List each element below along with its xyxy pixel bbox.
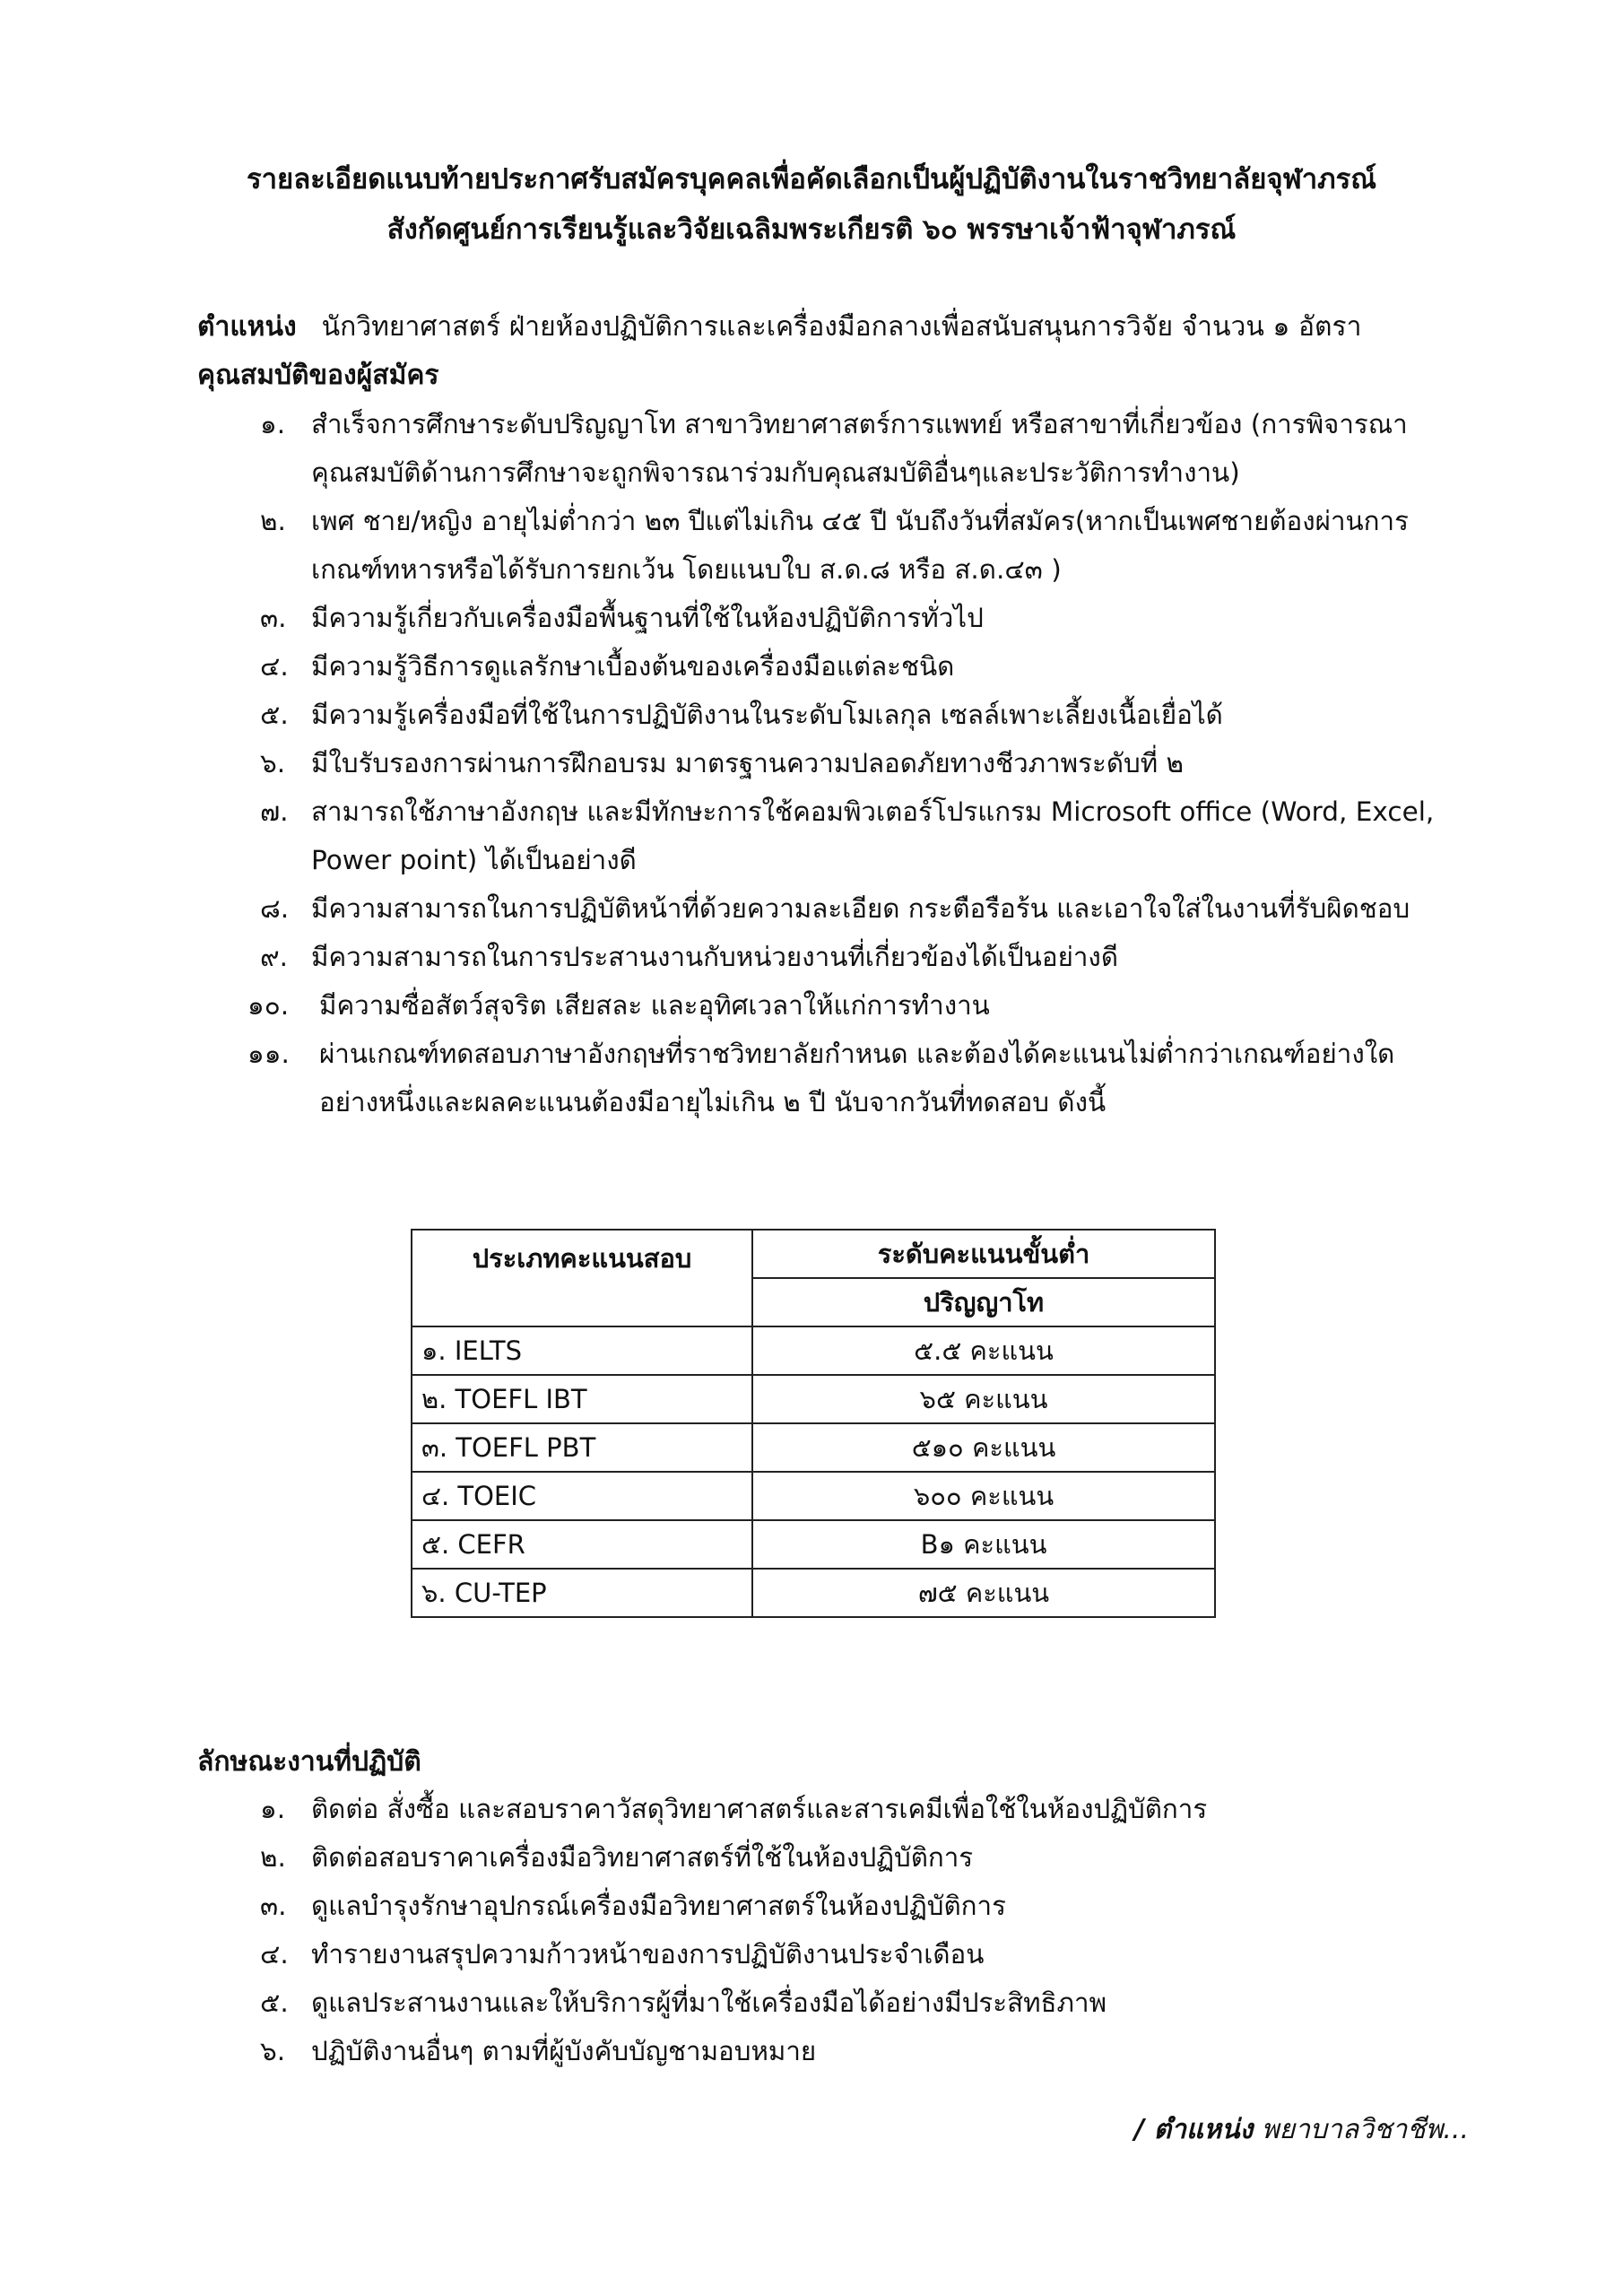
position-line <box>197 305 1471 350</box>
item-text: มีความสามารถในการปฏิบัติหน้าที่ด้วยความละเอียด กระตือรือร้น และเอาใจใส่ในงานที่รับผิดชอบ <box>311 893 1410 924</box>
table-row <box>412 1472 1215 1520</box>
table-header-row <box>412 1230 1215 1278</box>
score-cell: ๗๕ คะแนน <box>752 1569 1215 1617</box>
qualification-item <box>247 981 1453 1030</box>
table-row <box>412 1326 1215 1375</box>
item-number: ๑. <box>260 1794 286 1824</box>
qualification-item <box>260 594 1453 642</box>
score-cell: ๖๐๐ คะแนน <box>752 1472 1215 1520</box>
item-text: ดูแลประสานงานและให้บริการผู้ที่มาใช้เครื่องมือได้อย่างมีประสิทธิภาพ <box>311 1987 1107 2018</box>
qualification-item <box>260 933 1453 981</box>
item-number: ๘. <box>260 893 290 924</box>
item-text: มีใบรับรองการผ่านการฝึกอบรม มาตรฐานความปลอดภัยทางชีวภาพระดับที่ ๒ <box>311 748 1184 778</box>
column-subheader-degree: ปริญญาโท <box>752 1278 1215 1326</box>
item-number: ๗. <box>260 796 289 827</box>
item-text: ปฏิบัติงานอื่นๆ ตามที่ผู้บังคับบัญชามอบหมาย <box>311 2036 817 2066</box>
duty-item <box>260 1882 1453 1930</box>
score-cell: ๕.๕ คะแนน <box>752 1326 1215 1375</box>
test-name-cell: ๔. TOEIC <box>412 1472 752 1520</box>
column-header-min-score: ระดับคะแนนขั้นต่ำ <box>752 1230 1215 1278</box>
item-number: ๑. <box>260 409 286 439</box>
item-number: ๕. <box>260 1987 289 2018</box>
qualifications-heading: คุณสมบัติของผู้สมัคร <box>197 360 439 391</box>
next-page-reference <box>1134 2108 1469 2152</box>
table-row <box>412 1375 1215 1423</box>
table-row <box>412 1520 1215 1569</box>
qualifications-list <box>247 400 1453 1126</box>
english-score-table <box>411 1229 1216 1618</box>
item-text: ติดต่อ สั่งซื้อ และสอบราคาวัสดุวิทยาศาสตร์และสารเคมีเพื่อใช้ในห้องปฏิบัติการ <box>311 1794 1208 1824</box>
qualification-item <box>260 739 1453 787</box>
item-text: มีความรู้เครื่องมือที่ใช้ในการปฏิบัติงานในระดับโมเลกุล เซลล์เพาะเลี้ยงเนื้อเยื่อได้ <box>311 700 1223 730</box>
test-name-cell: ๑. IELTS <box>412 1326 752 1375</box>
qualification-item <box>260 400 1453 497</box>
title-line-2: สังกัดศูนย์การเรียนรู้และวิจัยเฉลิมพระเกียรติ ๖๐ พรรษาเจ้าฟ้าจุฬาภรณ์ <box>386 213 1237 246</box>
item-text: มีความสามารถในการประสานงานกับหน่วยงานที่เกี่ยวข้องได้เป็นอย่างดี <box>311 942 1118 972</box>
qualification-item <box>260 497 1453 594</box>
footer-prefix: / ตำแหน่ง <box>1134 2114 1254 2145</box>
duties-heading: ลักษณะงานที่ปฏิบัติ <box>197 1746 421 1778</box>
qualification-item <box>260 642 1453 691</box>
test-name-cell: ๒. TOEFL IBT <box>412 1375 752 1423</box>
footer-text: พยาบาลวิชาชีพ... <box>1261 2114 1469 2145</box>
title-line-1: รายละเอียดแนบท้ายประกาศรับสมัครบุคคลเพื่อคัดเลือกเป็นผู้ปฏิบัติงานในราชวิทยาลัยจุฬาภรณ์ <box>246 163 1377 196</box>
qualification-item <box>260 691 1453 739</box>
item-number: ๕. <box>260 700 289 730</box>
position-label: ตำแหน่ง <box>197 311 297 343</box>
document-title <box>0 154 1623 255</box>
item-number: ๖. <box>260 2036 286 2066</box>
item-text: สำเร็จการศึกษาระดับปริญญาโท สาขาวิทยาศาสตร์การแพทย์ หรือสาขาที่เกี่ยวข้อง (การพิจารณาคุณสมบัติด้านการศึกษาจะถูกพิจารณาร่วมกับคุณสมบัติอื่นๆและประวัติการทำงาน) <box>311 409 1408 488</box>
item-text: มีความรู้เกี่ยวกับเครื่องมือพื้นฐานที่ใช้ในห้องปฏิบัติการทั่วไป <box>311 603 984 633</box>
item-number: ๓. <box>260 1891 287 1921</box>
item-text: ผ่านเกณฑ์ทดสอบภาษาอังกฤษที่ราชวิทยาลัยกำหนด และต้องได้คะแนนไม่ต่ำกว่าเกณฑ์อย่างใดอย่างหนึ่งและผลคะแนนต้องมีอายุไม่เกิน ๒ ปี นับจากวันที่ทดสอบ ดังนี้ <box>319 1039 1395 1118</box>
duty-item <box>260 1785 1453 1833</box>
test-name-cell: ๖. CU-TEP <box>412 1569 752 1617</box>
item-text: ทำรายงานสรุปความก้าวหน้าของการปฏิบัติงานประจำเดือน <box>311 1939 985 1970</box>
score-cell: ๖๕ คะแนน <box>752 1375 1215 1423</box>
item-text: ดูแลบำรุงรักษาอุปกรณ์เครื่องมือวิทยาศาสตร์ในห้องปฏิบัติการ <box>311 1891 1006 1921</box>
duty-item <box>260 2027 1453 2075</box>
duty-item <box>260 1979 1453 2027</box>
duty-item <box>260 1833 1453 1882</box>
item-text: ติดต่อสอบราคาเครื่องมือวิทยาศาสตร์ที่ใช้ในห้องปฏิบัติการ <box>311 1842 974 1873</box>
item-number: ๑๑. <box>247 1039 290 1069</box>
item-number: ๔. <box>260 1939 289 1970</box>
item-number: ๑๐. <box>247 990 290 1021</box>
test-name-cell: ๓. TOEFL PBT <box>412 1423 752 1472</box>
score-cell: B๑ คะแนน <box>752 1520 1215 1569</box>
score-cell: ๕๑๐ คะแนน <box>752 1423 1215 1472</box>
item-number: ๓. <box>260 603 287 633</box>
item-text: สามารถใช้ภาษาอังกฤษ และมีทักษะการใช้คอมพิวเตอร์โปรแกรม Microsoft office (Word, Excel, Power point) ได้เป็นอย่างดี <box>311 796 1435 875</box>
item-number: ๒. <box>260 506 286 536</box>
item-text: มีความรู้วิธีการดูแลรักษาเบื้องต้นของเครื่องมือแต่ละชนิด <box>311 651 955 682</box>
qualification-item <box>260 884 1453 933</box>
item-number: ๔. <box>260 651 289 682</box>
test-name-cell: ๕. CEFR <box>412 1520 752 1569</box>
duties-list <box>260 1785 1453 2075</box>
duty-item <box>260 1930 1453 1979</box>
item-text: มีความซื่อสัตว์สุจริต เสียสละ และอุทิศเวลาให้แก่การทำงาน <box>319 990 990 1021</box>
item-number: ๒. <box>260 1842 286 1873</box>
table-row <box>412 1569 1215 1617</box>
qualification-item <box>260 787 1453 884</box>
item-number: ๖. <box>260 748 286 778</box>
qualification-item <box>247 1030 1453 1126</box>
item-number: ๙. <box>260 942 288 972</box>
position-text: นักวิทยาศาสตร์ ฝ่ายห้องปฏิบัติการและเครื่องมือกลางเพื่อสนับสนุนการวิจัย จำนวน ๑ อัตรา <box>321 311 1362 343</box>
table-row <box>412 1423 1215 1472</box>
item-text: เพศ ชาย/หญิง อายุไม่ต่ำกว่า ๒๓ ปีแต่ไม่เกิน ๔๕ ปี นับถึงวันที่สมัคร(หากเป็นเพศชายต้องผ่านการเกณฑ์ทหารหรือได้รับการยกเว้น โดยแนบใบ ส.ด.๘ หรือ ส.ด.๔๓ ) <box>311 506 1409 585</box>
column-header-test-type: ประเภทคะแนนสอบ <box>412 1230 752 1326</box>
